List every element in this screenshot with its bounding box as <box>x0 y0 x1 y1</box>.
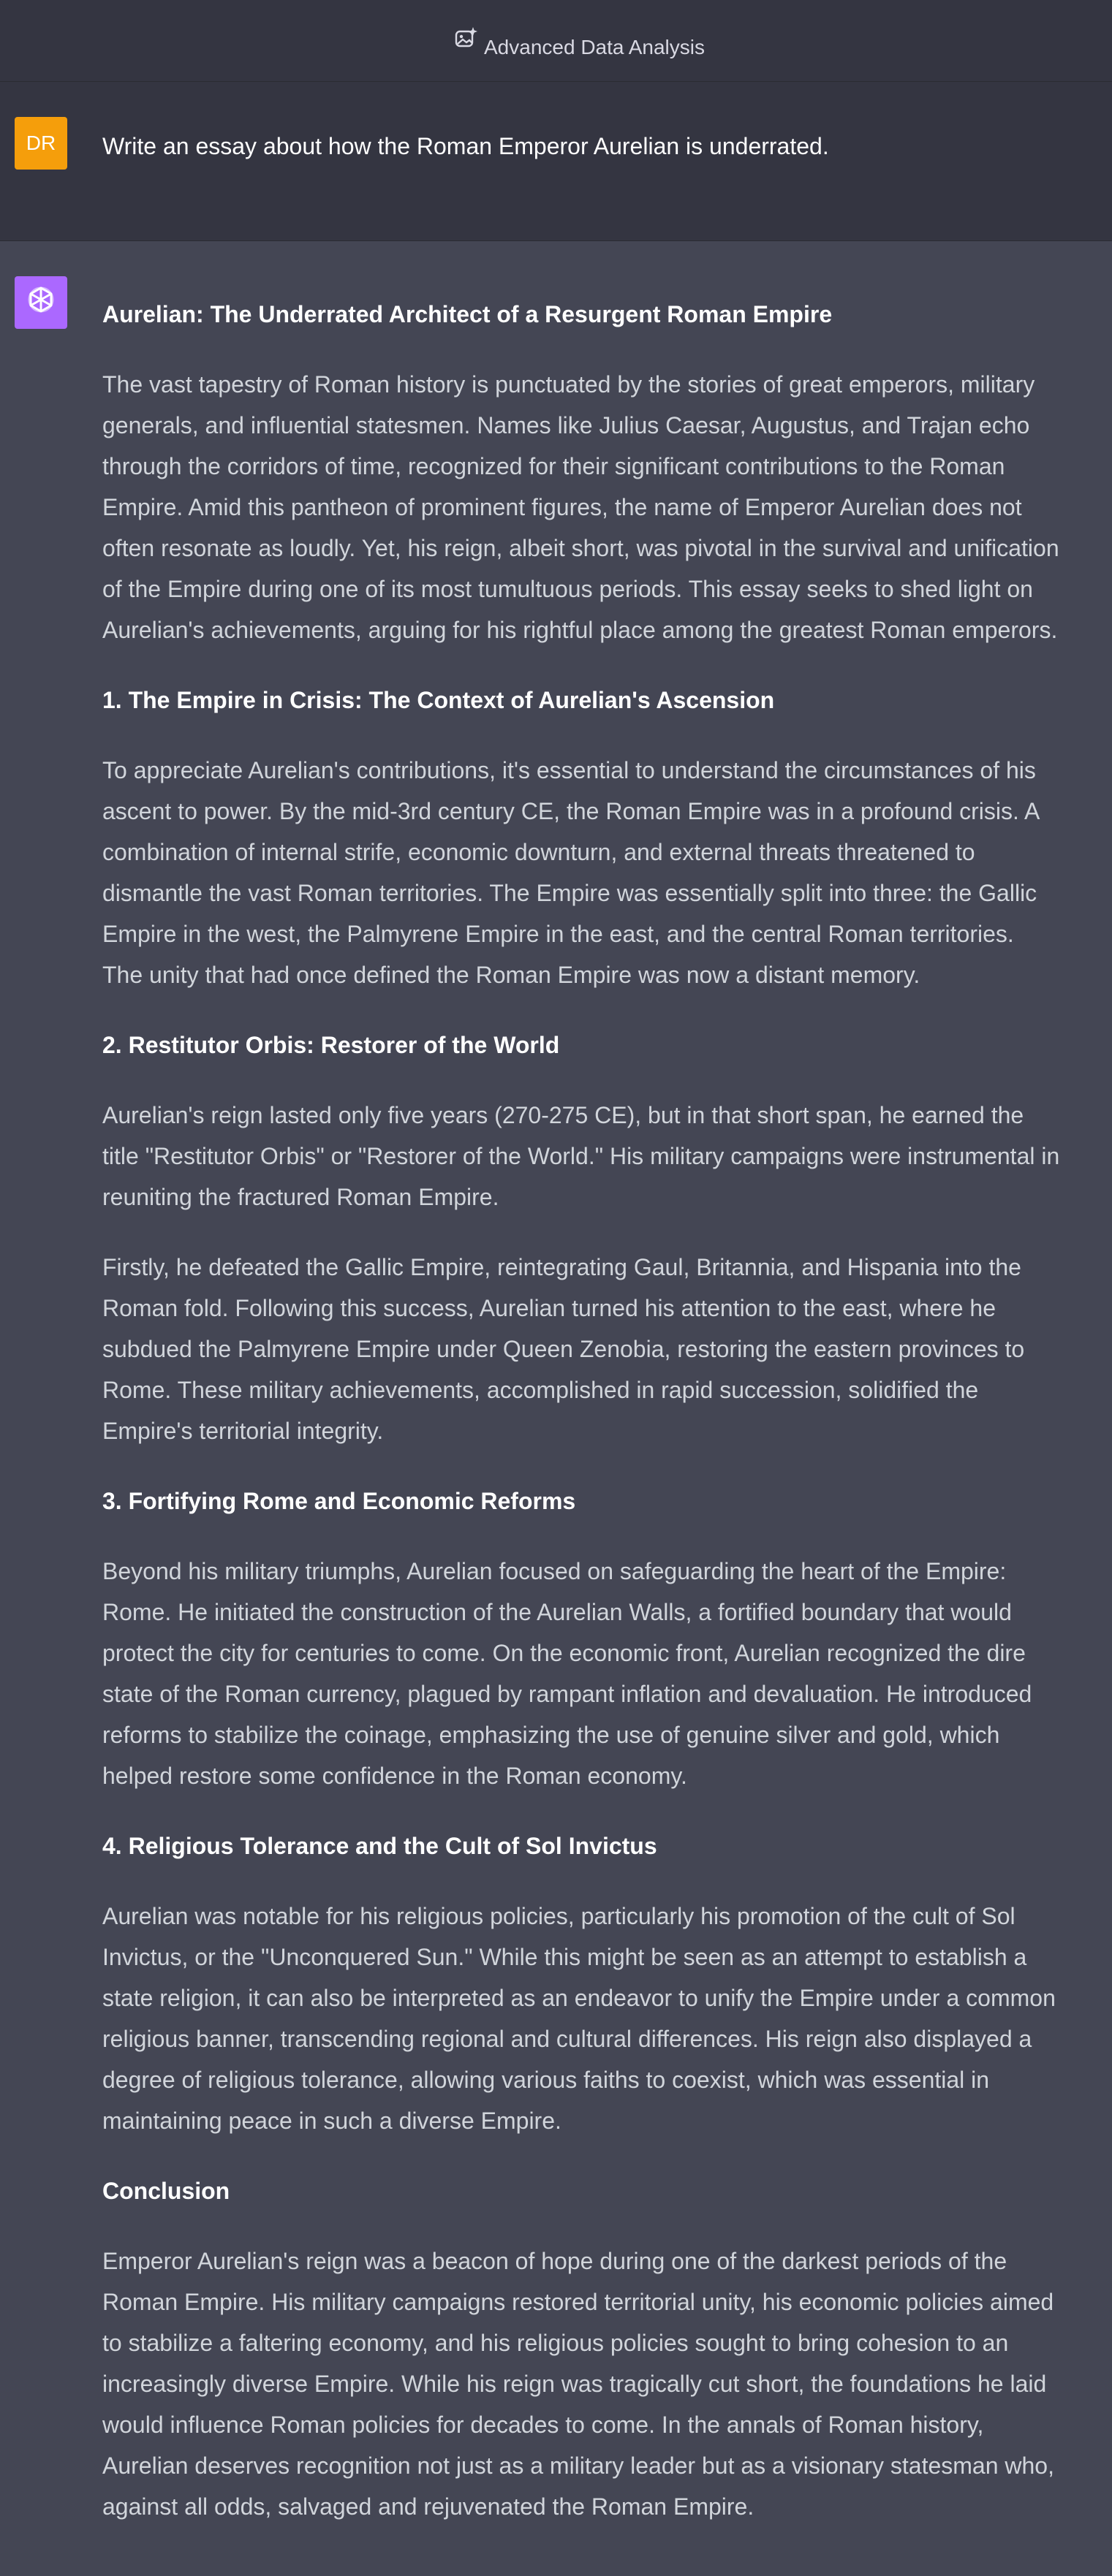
essay-intro: The vast tapestry of Roman history is punctuated by the stories of great emperors, military generals, and influential statesmen. Names like Julius Caesar, Augustus, and Trajan echo through the corridors of time, recognized for their significant contributions to the Roman Empire. Amid this pantheon of prominent figures, the name of Emperor Aurelian does not often resonate as loudly. Yet, his reign, albeit short, was pivotal in the survival and unification of the Empire during one of its most tumultuous periods. This essay seeks to shed light on Aurelian's achievements, arguing for his rightful place among the greatest Roman emperors. <box>102 371 1059 643</box>
section-paragraph: Aurelian was notable for his religious policies, particularly his promotion of the cult of Sol Invictus, or the "Unconquered Sun." While this might be seen as an attempt to establish a state religion, it can also be interpreted as an endeavor to unify the Empire under a common religious banner, transcending regional and cultural differences. His reign also displayed a degree of religious tolerance, allowing various faiths to coexist, which was essential in maintaining peace in such a diverse Empire. <box>102 1903 1056 2134</box>
assistant-message-content <box>102 294 1060 2527</box>
section-heading: 4. Religious Tolerance and the Cult of Sol Invictus <box>102 1833 657 1859</box>
assistant-avatar <box>15 276 67 329</box>
user-message-text: Write an essay about how the Roman Emperor Aurelian is underrated. <box>102 133 829 159</box>
openai-logo-icon <box>23 284 58 322</box>
essay-title: Aurelian: The Underrated Architect of a Resurgent Roman Empire <box>102 301 833 327</box>
user-avatar: DR <box>15 117 67 170</box>
section-paragraph: Aurelian's reign lasted only five years (270-275 CE), but in that short span, he earned the title "Restitutor Orbis" or "Restorer of the World." His military campaigns were instrumental in reuniting the fractured Roman Empire. <box>102 1102 1060 1210</box>
user-message <box>0 82 1112 241</box>
conclusion-paragraph: Emperor Aurelian's reign was a beacon of hope during one of the darkest periods of the Roman Empire. His military campaigns restored territorial unity, his economic policies aimed to stabilize a faltering economy, and his religious policies sought to bring cohesion to an increasingly diverse Empire. While his reign was tragically cut short, the foundations he laid would influence Roman policies for decades to come. In the annals of Roman history, Aurelian deserves recognition not just as a military leader but as a visionary statesman who, against all odds, salvaged and rejuvenated the Roman Empire. <box>102 2248 1054 2520</box>
section-heading: 3. Fortifying Rome and Economic Reforms <box>102 1488 576 1514</box>
section-paragraph: Firstly, he defeated the Gallic Empire, reintegrating Gaul, Britannia, and Hispania into the Roman fold. Following this success, Aurelian turned his attention to the east, where he subdued the Palmyrene Empire under Queen Zenobia, restoring the eastern provinces to Rome. These military achievements, accomplished in rapid succession, solidified the Empire's territorial integrity. <box>102 1254 1025 1444</box>
image-sparkle-icon <box>455 26 478 50</box>
section-paragraph: Beyond his military triumphs, Aurelian focused on safeguarding the heart of the Empire: Rome. He initiated the construction of the Aurelian Walls, a fortified boundary that would protect the city for centuries to come. On the economic front, Aurelian recognized the dire state of the Roman currency, plagued by rampant inflation and devaluation. He introduced reforms to stabilize the coinage, emphasizing the use of genuine silver and gold, which helped restore some confidence in the Roman economy. <box>102 1558 1032 1789</box>
conclusion-heading: Conclusion <box>102 2178 230 2204</box>
top-bar <box>0 0 1112 82</box>
section-heading: 1. The Empire in Crisis: The Context of Aurelian's Ascension <box>102 687 775 713</box>
section-heading: 2. Restitutor Orbis: Restorer of the World <box>102 1032 560 1058</box>
model-name[interactable]: Advanced Data Analysis <box>484 36 705 58</box>
section-paragraph: To appreciate Aurelian's contributions, it's essential to understand the circumstances of his ascent to power. By the mid-3rd century CE, the Roman Empire was in a profound crisis. A combination of internal strife, economic downturn, and external threats threatened to dismantle the vast Roman territories. The Empire was essentially split into three: the Gallic Empire in the west, the Palmyrene Empire in the east, and the central Roman territories. The unity that had once defined the Roman Empire was now a distant memory. <box>102 757 1039 988</box>
